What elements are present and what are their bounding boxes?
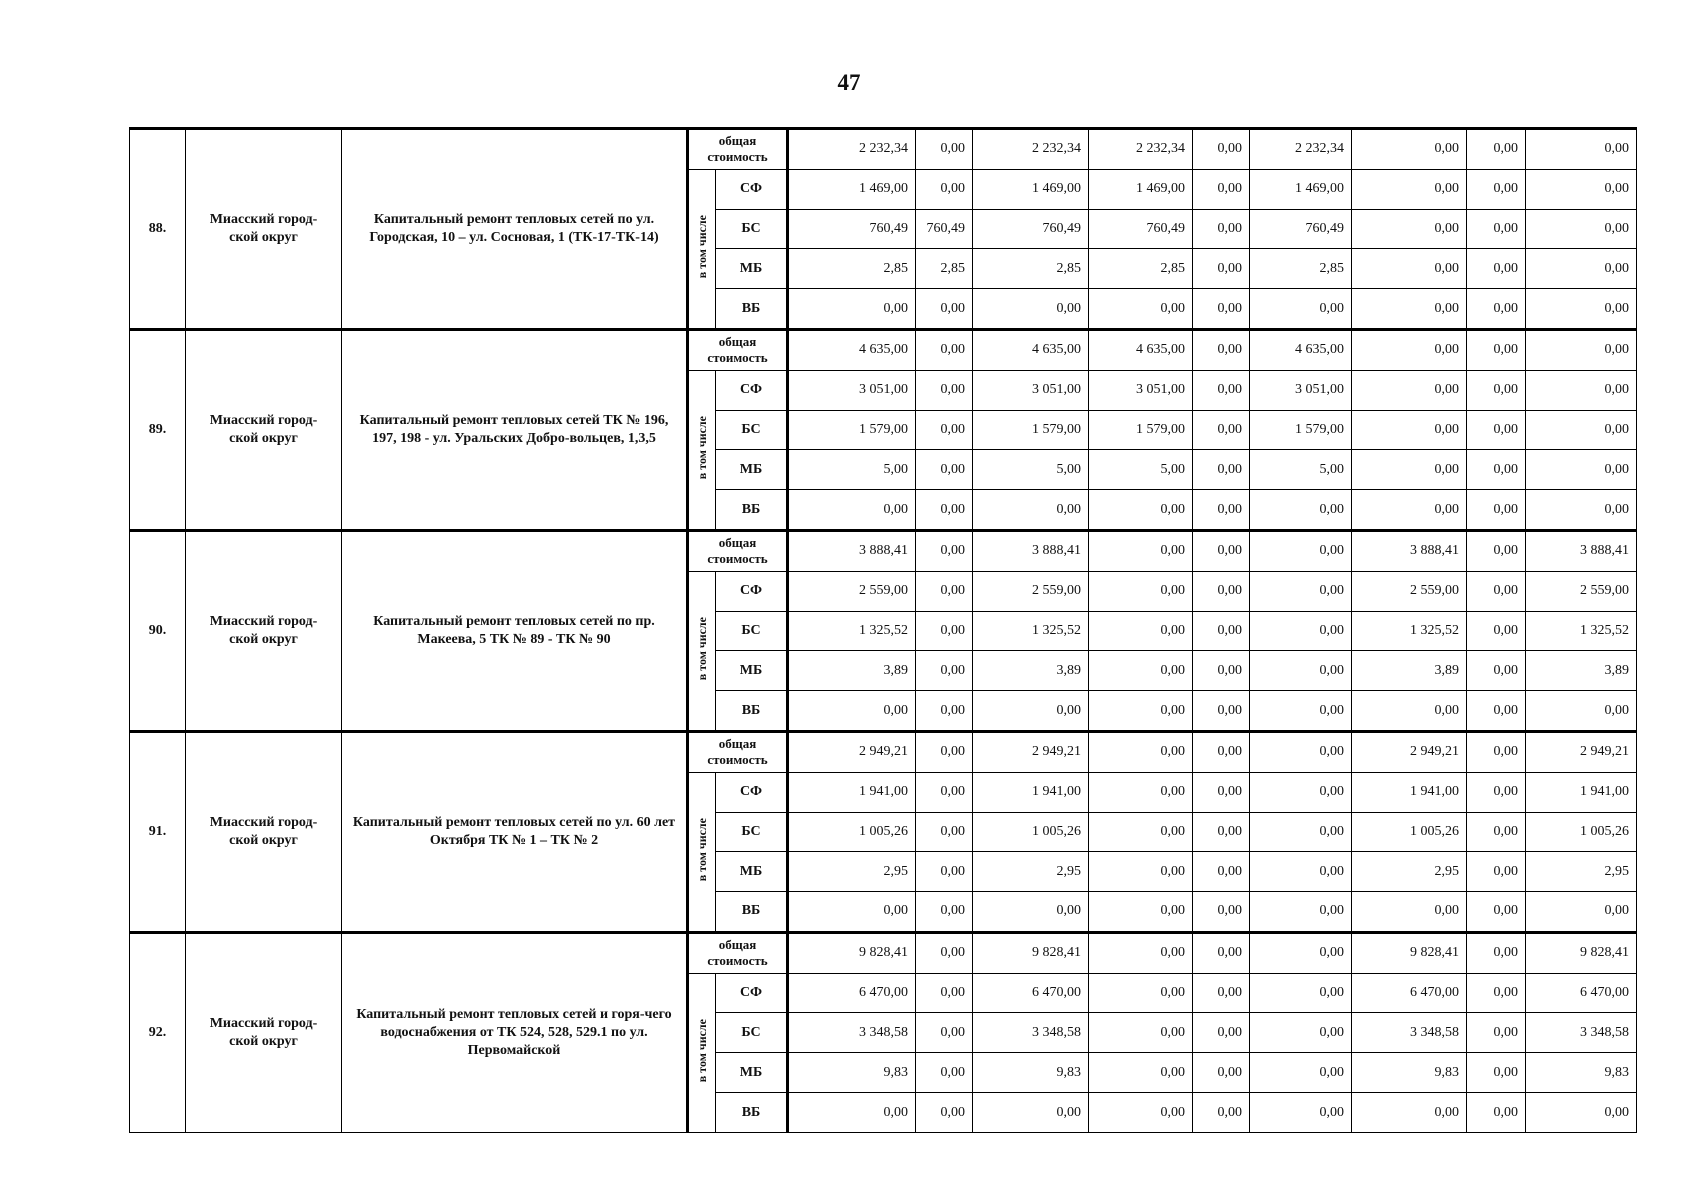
project-description: Капитальный ремонт тепловых сетей по ул. Городская, 10 – ул. Сосновая, 1 (ТК-17-ТК-14) bbox=[342, 129, 688, 330]
value-cell-col-6: 0,00 bbox=[1250, 289, 1352, 330]
value-cell-total-cost: 6 470,00 bbox=[788, 973, 916, 1013]
value-cell-col-4: 760,49 bbox=[1089, 209, 1193, 249]
value-cell-col-4: 0,00 bbox=[1089, 651, 1193, 691]
value-cell-col-8: 0,00 bbox=[1467, 932, 1526, 973]
group-total-row bbox=[130, 329, 1637, 370]
value-cell-col-2: 0,00 bbox=[916, 932, 973, 973]
value-cell-col-4: 4 635,00 bbox=[1089, 329, 1193, 370]
row-number: 91. bbox=[130, 731, 186, 932]
funding-source-vb: ВБ bbox=[716, 289, 788, 330]
value-cell-total-cost: 1 579,00 bbox=[788, 410, 916, 450]
value-cell-col-5: 0,00 bbox=[1193, 289, 1250, 330]
value-cell-col-2: 0,00 bbox=[916, 370, 973, 410]
group-total-row bbox=[130, 932, 1637, 973]
in-total-text: в том числе bbox=[694, 1019, 709, 1083]
value-cell-col-4: 5,00 bbox=[1089, 450, 1193, 490]
value-cell-col-7: 0,00 bbox=[1352, 169, 1467, 209]
value-cell-col-5: 0,00 bbox=[1193, 169, 1250, 209]
value-cell-col-6: 0,00 bbox=[1250, 1013, 1352, 1053]
value-cell-total-cost: 2,85 bbox=[788, 249, 916, 289]
value-cell-col-8: 0,00 bbox=[1467, 169, 1526, 209]
value-cell-col-6: 0,00 bbox=[1250, 490, 1352, 531]
value-cell-col-6: 1 579,00 bbox=[1250, 410, 1352, 450]
value-cell-col-6: 0,00 bbox=[1250, 1093, 1352, 1133]
value-cell-col-9: 0,00 bbox=[1526, 129, 1637, 170]
total-cost-label: общая стоимость bbox=[688, 530, 788, 571]
value-cell-col-7: 2,95 bbox=[1352, 852, 1467, 892]
value-cell-col-7: 1 325,52 bbox=[1352, 611, 1467, 651]
value-cell-col-6: 0,00 bbox=[1250, 932, 1352, 973]
value-cell-col-2: 0,00 bbox=[916, 530, 973, 571]
value-cell-col-4: 0,00 bbox=[1089, 731, 1193, 772]
funding-source-bs: БС bbox=[716, 1013, 788, 1053]
value-cell-col-6: 2,85 bbox=[1250, 249, 1352, 289]
value-cell-col-4: 3 051,00 bbox=[1089, 370, 1193, 410]
value-cell-col-8: 0,00 bbox=[1467, 249, 1526, 289]
funding-source-bs: БС bbox=[716, 410, 788, 450]
value-cell-col-2: 0,00 bbox=[916, 1013, 973, 1053]
value-cell-col-9: 0,00 bbox=[1526, 289, 1637, 330]
value-cell-col-5: 0,00 bbox=[1193, 329, 1250, 370]
value-cell-total-cost: 9 828,41 bbox=[788, 932, 916, 973]
value-cell-col-3: 4 635,00 bbox=[973, 329, 1089, 370]
funding-source-mb: МБ bbox=[716, 450, 788, 490]
in-total-text: в том числе bbox=[694, 818, 709, 882]
value-cell-col-9: 3 348,58 bbox=[1526, 1013, 1637, 1053]
value-cell-col-7: 3 348,58 bbox=[1352, 1013, 1467, 1053]
value-cell-col-3: 0,00 bbox=[973, 892, 1089, 933]
value-cell-col-3: 3,89 bbox=[973, 651, 1089, 691]
funding-source-vb: ВБ bbox=[716, 1093, 788, 1133]
funding-source-sf: СФ bbox=[716, 169, 788, 209]
funding-source-sf: СФ bbox=[716, 370, 788, 410]
value-cell-col-2: 0,00 bbox=[916, 450, 973, 490]
value-cell-col-4: 0,00 bbox=[1089, 691, 1193, 732]
value-cell-total-cost: 2 559,00 bbox=[788, 571, 916, 611]
in-total-text: в том числе bbox=[694, 215, 709, 279]
value-cell-total-cost: 1 005,26 bbox=[788, 812, 916, 852]
in-total-text: в том числе bbox=[694, 416, 709, 480]
value-cell-col-5: 0,00 bbox=[1193, 651, 1250, 691]
value-cell-col-7: 9 828,41 bbox=[1352, 932, 1467, 973]
funding-source-mb: МБ bbox=[716, 651, 788, 691]
in-total-vertical-label bbox=[688, 772, 716, 932]
total-cost-label: общая стоимость bbox=[688, 932, 788, 973]
in-total-vertical-label bbox=[688, 169, 716, 329]
value-cell-col-3: 1 005,26 bbox=[973, 812, 1089, 852]
value-cell-col-2: 0,00 bbox=[916, 571, 973, 611]
funding-source-sf: СФ bbox=[716, 973, 788, 1013]
value-cell-col-7: 0,00 bbox=[1352, 1093, 1467, 1133]
value-cell-col-5: 0,00 bbox=[1193, 772, 1250, 812]
value-cell-col-6: 0,00 bbox=[1250, 892, 1352, 933]
value-cell-col-5: 0,00 bbox=[1193, 611, 1250, 651]
value-cell-col-5: 0,00 bbox=[1193, 490, 1250, 531]
value-cell-col-4: 0,00 bbox=[1089, 490, 1193, 531]
value-cell-col-9: 0,00 bbox=[1526, 329, 1637, 370]
value-cell-col-3: 0,00 bbox=[973, 490, 1089, 531]
value-cell-total-cost: 1 325,52 bbox=[788, 611, 916, 651]
value-cell-col-3: 6 470,00 bbox=[973, 973, 1089, 1013]
value-cell-col-3: 0,00 bbox=[973, 1093, 1089, 1133]
value-cell-col-9: 0,00 bbox=[1526, 892, 1637, 933]
value-cell-total-cost: 2 232,34 bbox=[788, 129, 916, 170]
value-cell-col-8: 0,00 bbox=[1467, 329, 1526, 370]
value-cell-col-9: 0,00 bbox=[1526, 450, 1637, 490]
value-cell-col-6: 760,49 bbox=[1250, 209, 1352, 249]
project-description: Капитальный ремонт тепловых сетей по пр. Макеева, 5 ТК № 89 - ТК № 90 bbox=[342, 530, 688, 731]
value-cell-col-8: 0,00 bbox=[1467, 129, 1526, 170]
value-cell-total-cost: 3 888,41 bbox=[788, 530, 916, 571]
value-cell-col-7: 0,00 bbox=[1352, 450, 1467, 490]
municipality-name: Миасский город-ской округ bbox=[186, 129, 342, 330]
value-cell-col-2: 0,00 bbox=[916, 651, 973, 691]
project-description: Капитальный ремонт тепловых сетей ТК № 196, 197, 198 - ул. Уральских Добро-вольцев, 1,3,5 bbox=[342, 329, 688, 530]
value-cell-col-7: 1 005,26 bbox=[1352, 812, 1467, 852]
value-cell-col-9: 0,00 bbox=[1526, 209, 1637, 249]
value-cell-col-6: 0,00 bbox=[1250, 973, 1352, 1013]
value-cell-col-8: 0,00 bbox=[1467, 611, 1526, 651]
value-cell-col-5: 0,00 bbox=[1193, 370, 1250, 410]
value-cell-col-5: 0,00 bbox=[1193, 973, 1250, 1013]
value-cell-col-3: 1 941,00 bbox=[973, 772, 1089, 812]
value-cell-col-6: 0,00 bbox=[1250, 571, 1352, 611]
value-cell-col-5: 0,00 bbox=[1193, 932, 1250, 973]
value-cell-col-6: 3 051,00 bbox=[1250, 370, 1352, 410]
value-cell-col-8: 0,00 bbox=[1467, 973, 1526, 1013]
group-total-row bbox=[130, 731, 1637, 772]
value-cell-col-7: 3,89 bbox=[1352, 651, 1467, 691]
funding-source-sf: СФ bbox=[716, 571, 788, 611]
value-cell-col-4: 0,00 bbox=[1089, 973, 1193, 1013]
value-cell-col-3: 2 949,21 bbox=[973, 731, 1089, 772]
value-cell-col-3: 2 232,34 bbox=[973, 129, 1089, 170]
value-cell-col-9: 2 949,21 bbox=[1526, 731, 1637, 772]
value-cell-col-3: 0,00 bbox=[973, 691, 1089, 732]
value-cell-total-cost: 760,49 bbox=[788, 209, 916, 249]
value-cell-col-8: 0,00 bbox=[1467, 1013, 1526, 1053]
value-cell-col-7: 0,00 bbox=[1352, 129, 1467, 170]
page-number: 47 bbox=[837, 70, 861, 95]
value-cell-total-cost: 3 348,58 bbox=[788, 1013, 916, 1053]
value-cell-col-9: 3 888,41 bbox=[1526, 530, 1637, 571]
value-cell-col-8: 0,00 bbox=[1467, 651, 1526, 691]
row-number: 92. bbox=[130, 932, 186, 1132]
funding-source-vb: ВБ bbox=[716, 892, 788, 933]
value-cell-col-7: 0,00 bbox=[1352, 490, 1467, 531]
funding-source-vb: ВБ bbox=[716, 691, 788, 732]
value-cell-col-7: 0,00 bbox=[1352, 691, 1467, 732]
value-cell-total-cost: 1 941,00 bbox=[788, 772, 916, 812]
value-cell-col-4: 0,00 bbox=[1089, 772, 1193, 812]
value-cell-col-2: 0,00 bbox=[916, 490, 973, 531]
value-cell-col-5: 0,00 bbox=[1193, 1053, 1250, 1093]
value-cell-col-9: 3,89 bbox=[1526, 651, 1637, 691]
value-cell-col-7: 0,00 bbox=[1352, 209, 1467, 249]
value-cell-col-5: 0,00 bbox=[1193, 691, 1250, 732]
value-cell-total-cost: 3,89 bbox=[788, 651, 916, 691]
value-cell-col-4: 1 579,00 bbox=[1089, 410, 1193, 450]
value-cell-col-3: 3 348,58 bbox=[973, 1013, 1089, 1053]
value-cell-col-5: 0,00 bbox=[1193, 571, 1250, 611]
group-total-row bbox=[130, 530, 1637, 571]
value-cell-col-8: 0,00 bbox=[1467, 450, 1526, 490]
value-cell-col-7: 2 949,21 bbox=[1352, 731, 1467, 772]
value-cell-col-9: 0,00 bbox=[1526, 1093, 1637, 1133]
value-cell-col-9: 1 005,26 bbox=[1526, 812, 1637, 852]
value-cell-col-5: 0,00 bbox=[1193, 812, 1250, 852]
value-cell-col-4: 2 232,34 bbox=[1089, 129, 1193, 170]
funding-source-bs: БС bbox=[716, 812, 788, 852]
value-cell-col-2: 0,00 bbox=[916, 772, 973, 812]
value-cell-col-4: 2,85 bbox=[1089, 249, 1193, 289]
total-cost-label: общая стоимость bbox=[688, 731, 788, 772]
value-cell-col-2: 0,00 bbox=[916, 289, 973, 330]
value-cell-col-9: 0,00 bbox=[1526, 249, 1637, 289]
row-number: 90. bbox=[130, 530, 186, 731]
value-cell-col-9: 1 941,00 bbox=[1526, 772, 1637, 812]
value-cell-col-4: 0,00 bbox=[1089, 932, 1193, 973]
value-cell-col-8: 0,00 bbox=[1467, 812, 1526, 852]
value-cell-col-2: 0,00 bbox=[916, 812, 973, 852]
value-cell-total-cost: 3 051,00 bbox=[788, 370, 916, 410]
funding-source-sf: СФ bbox=[716, 772, 788, 812]
value-cell-col-2: 0,00 bbox=[916, 731, 973, 772]
value-cell-col-9: 0,00 bbox=[1526, 410, 1637, 450]
value-cell-col-4: 0,00 bbox=[1089, 1013, 1193, 1053]
value-cell-col-3: 9 828,41 bbox=[973, 932, 1089, 973]
value-cell-col-5: 0,00 bbox=[1193, 209, 1250, 249]
value-cell-col-7: 6 470,00 bbox=[1352, 973, 1467, 1013]
value-cell-col-4: 0,00 bbox=[1089, 611, 1193, 651]
value-cell-col-6: 0,00 bbox=[1250, 852, 1352, 892]
value-cell-col-3: 2 559,00 bbox=[973, 571, 1089, 611]
value-cell-col-5: 0,00 bbox=[1193, 410, 1250, 450]
value-cell-col-8: 0,00 bbox=[1467, 289, 1526, 330]
value-cell-col-8: 0,00 bbox=[1467, 530, 1526, 571]
funding-source-bs: БС bbox=[716, 611, 788, 651]
value-cell-col-5: 0,00 bbox=[1193, 530, 1250, 571]
value-cell-col-6: 0,00 bbox=[1250, 651, 1352, 691]
table-body bbox=[130, 129, 1637, 1133]
value-cell-col-5: 0,00 bbox=[1193, 892, 1250, 933]
total-cost-label: общая стоимость bbox=[688, 129, 788, 170]
value-cell-col-6: 0,00 bbox=[1250, 731, 1352, 772]
value-cell-col-2: 0,00 bbox=[916, 329, 973, 370]
value-cell-col-2: 0,00 bbox=[916, 691, 973, 732]
value-cell-col-3: 9,83 bbox=[973, 1053, 1089, 1093]
value-cell-total-cost: 0,00 bbox=[788, 490, 916, 531]
funding-source-bs: БС bbox=[716, 209, 788, 249]
value-cell-col-3: 0,00 bbox=[973, 289, 1089, 330]
value-cell-col-9: 6 470,00 bbox=[1526, 973, 1637, 1013]
value-cell-col-6: 1 469,00 bbox=[1250, 169, 1352, 209]
value-cell-col-9: 9,83 bbox=[1526, 1053, 1637, 1093]
value-cell-col-2: 0,00 bbox=[916, 892, 973, 933]
value-cell-col-6: 0,00 bbox=[1250, 1053, 1352, 1093]
value-cell-col-5: 0,00 bbox=[1193, 1093, 1250, 1133]
value-cell-col-4: 1 469,00 bbox=[1089, 169, 1193, 209]
value-cell-col-5: 0,00 bbox=[1193, 1013, 1250, 1053]
value-cell-col-2: 760,49 bbox=[916, 209, 973, 249]
value-cell-col-9: 0,00 bbox=[1526, 691, 1637, 732]
value-cell-col-7: 1 941,00 bbox=[1352, 772, 1467, 812]
value-cell-total-cost: 0,00 bbox=[788, 1093, 916, 1133]
funding-source-vb: ВБ bbox=[716, 490, 788, 531]
value-cell-col-6: 0,00 bbox=[1250, 691, 1352, 732]
value-cell-col-8: 0,00 bbox=[1467, 892, 1526, 933]
value-cell-col-4: 0,00 bbox=[1089, 289, 1193, 330]
value-cell-col-8: 0,00 bbox=[1467, 1093, 1526, 1133]
value-cell-col-8: 0,00 bbox=[1467, 571, 1526, 611]
value-cell-col-7: 0,00 bbox=[1352, 289, 1467, 330]
value-cell-col-2: 0,00 bbox=[916, 852, 973, 892]
value-cell-total-cost: 1 469,00 bbox=[788, 169, 916, 209]
value-cell-col-2: 2,85 bbox=[916, 249, 973, 289]
municipality-name: Миасский город-ской округ bbox=[186, 932, 342, 1132]
value-cell-col-6: 0,00 bbox=[1250, 812, 1352, 852]
value-cell-col-2: 0,00 bbox=[916, 611, 973, 651]
value-cell-col-8: 0,00 bbox=[1467, 731, 1526, 772]
funding-source-mb: МБ bbox=[716, 1053, 788, 1093]
value-cell-col-3: 760,49 bbox=[973, 209, 1089, 249]
funding-source-mb: МБ bbox=[716, 852, 788, 892]
value-cell-col-4: 0,00 bbox=[1089, 530, 1193, 571]
value-cell-col-9: 2 559,00 bbox=[1526, 571, 1637, 611]
value-cell-total-cost: 0,00 bbox=[788, 289, 916, 330]
value-cell-col-5: 0,00 bbox=[1193, 450, 1250, 490]
in-total-vertical-label bbox=[688, 571, 716, 731]
value-cell-col-7: 0,00 bbox=[1352, 329, 1467, 370]
value-cell-col-6: 0,00 bbox=[1250, 772, 1352, 812]
value-cell-col-4: 0,00 bbox=[1089, 571, 1193, 611]
municipality-name: Миасский город-ской округ bbox=[186, 731, 342, 932]
value-cell-total-cost: 9,83 bbox=[788, 1053, 916, 1093]
value-cell-col-2: 0,00 bbox=[916, 169, 973, 209]
project-description: Капитальный ремонт тепловых сетей по ул. 60 лет Октября ТК № 1 – ТК № 2 bbox=[342, 731, 688, 932]
value-cell-col-6: 0,00 bbox=[1250, 611, 1352, 651]
value-cell-col-7: 0,00 bbox=[1352, 410, 1467, 450]
value-cell-col-6: 0,00 bbox=[1250, 530, 1352, 571]
value-cell-col-3: 2,85 bbox=[973, 249, 1089, 289]
value-cell-col-2: 0,00 bbox=[916, 129, 973, 170]
value-cell-total-cost: 0,00 bbox=[788, 892, 916, 933]
value-cell-col-8: 0,00 bbox=[1467, 852, 1526, 892]
value-cell-col-3: 3 051,00 bbox=[973, 370, 1089, 410]
value-cell-col-4: 0,00 bbox=[1089, 1093, 1193, 1133]
value-cell-total-cost: 2 949,21 bbox=[788, 731, 916, 772]
value-cell-col-7: 2 559,00 bbox=[1352, 571, 1467, 611]
value-cell-col-5: 0,00 bbox=[1193, 852, 1250, 892]
value-cell-col-3: 1 469,00 bbox=[973, 169, 1089, 209]
value-cell-col-9: 0,00 bbox=[1526, 169, 1637, 209]
value-cell-col-3: 3 888,41 bbox=[973, 530, 1089, 571]
value-cell-col-6: 2 232,34 bbox=[1250, 129, 1352, 170]
row-number: 89. bbox=[130, 329, 186, 530]
value-cell-col-4: 0,00 bbox=[1089, 812, 1193, 852]
value-cell-col-9: 1 325,52 bbox=[1526, 611, 1637, 651]
value-cell-col-2: 0,00 bbox=[916, 410, 973, 450]
value-cell-col-8: 0,00 bbox=[1467, 691, 1526, 732]
value-cell-col-3: 5,00 bbox=[973, 450, 1089, 490]
value-cell-col-4: 0,00 bbox=[1089, 1053, 1193, 1093]
municipality-name: Миасский город-ской округ bbox=[186, 530, 342, 731]
value-cell-col-3: 1 325,52 bbox=[973, 611, 1089, 651]
in-total-text: в том числе bbox=[694, 617, 709, 681]
in-total-vertical-label bbox=[688, 973, 716, 1132]
municipality-name: Миасский город-ской округ bbox=[186, 329, 342, 530]
value-cell-col-3: 2,95 bbox=[973, 852, 1089, 892]
value-cell-col-7: 0,00 bbox=[1352, 370, 1467, 410]
row-number: 88. bbox=[130, 129, 186, 330]
value-cell-col-8: 0,00 bbox=[1467, 772, 1526, 812]
value-cell-total-cost: 5,00 bbox=[788, 450, 916, 490]
total-cost-label: общая стоимость bbox=[688, 329, 788, 370]
value-cell-col-4: 0,00 bbox=[1089, 852, 1193, 892]
value-cell-col-4: 0,00 bbox=[1089, 892, 1193, 933]
funding-source-mb: МБ bbox=[716, 249, 788, 289]
value-cell-col-8: 0,00 bbox=[1467, 410, 1526, 450]
value-cell-col-3: 1 579,00 bbox=[973, 410, 1089, 450]
value-cell-col-7: 0,00 bbox=[1352, 249, 1467, 289]
in-total-vertical-label bbox=[688, 370, 716, 530]
value-cell-col-8: 0,00 bbox=[1467, 1053, 1526, 1093]
value-cell-col-5: 0,00 bbox=[1193, 731, 1250, 772]
value-cell-col-5: 0,00 bbox=[1193, 129, 1250, 170]
value-cell-col-8: 0,00 bbox=[1467, 490, 1526, 531]
value-cell-total-cost: 4 635,00 bbox=[788, 329, 916, 370]
value-cell-col-7: 0,00 bbox=[1352, 892, 1467, 933]
group-total-row bbox=[130, 129, 1637, 170]
project-description: Капитальный ремонт тепловых сетей и горя-чего водоснабжения от ТК 524, 528, 529.1 по ул. Первомайской bbox=[342, 932, 688, 1132]
value-cell-total-cost: 2,95 bbox=[788, 852, 916, 892]
value-cell-col-5: 0,00 bbox=[1193, 249, 1250, 289]
value-cell-col-2: 0,00 bbox=[916, 1053, 973, 1093]
value-cell-total-cost: 0,00 bbox=[788, 691, 916, 732]
value-cell-col-2: 0,00 bbox=[916, 973, 973, 1013]
value-cell-col-7: 3 888,41 bbox=[1352, 530, 1467, 571]
value-cell-col-6: 4 635,00 bbox=[1250, 329, 1352, 370]
value-cell-col-8: 0,00 bbox=[1467, 209, 1526, 249]
value-cell-col-9: 9 828,41 bbox=[1526, 932, 1637, 973]
value-cell-col-6: 5,00 bbox=[1250, 450, 1352, 490]
value-cell-col-9: 2,95 bbox=[1526, 852, 1637, 892]
value-cell-col-8: 0,00 bbox=[1467, 370, 1526, 410]
value-cell-col-7: 9,83 bbox=[1352, 1053, 1467, 1093]
funding-table bbox=[129, 127, 1637, 1133]
value-cell-col-9: 0,00 bbox=[1526, 370, 1637, 410]
value-cell-col-2: 0,00 bbox=[916, 1093, 973, 1133]
value-cell-col-9: 0,00 bbox=[1526, 490, 1637, 531]
